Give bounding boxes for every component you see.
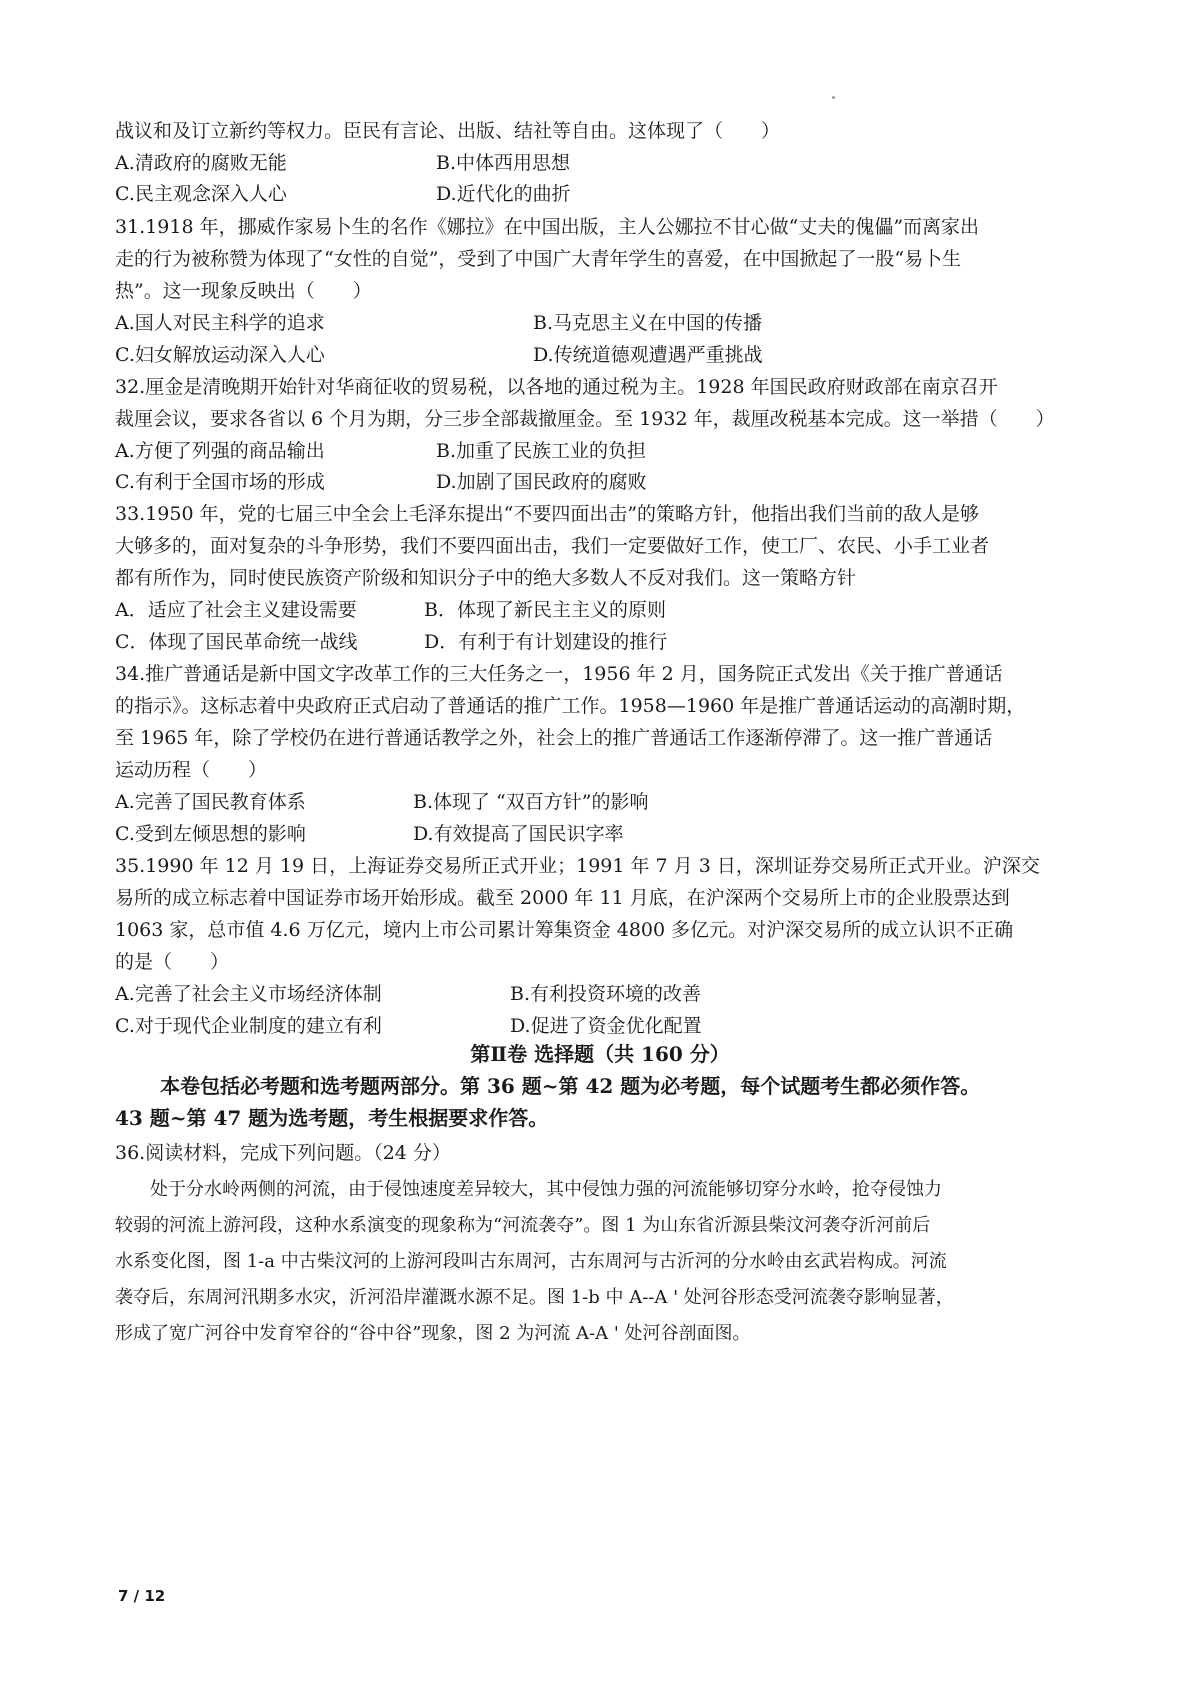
q36-para-line3: 水系变化图，图 1-a 中古柴汶河的上游河段叫古东周河，古东周河与古沂河的分水岭由玄武岩构成。河流 [115, 1251, 947, 1272]
q35-option-b: B.有利投资环境的改善 [510, 983, 702, 1005]
q33-option-a: A．适应了社会主义建设需要 [115, 599, 357, 621]
q30-option-d: D.近代化的曲折 [436, 183, 571, 205]
q35-stem-line1: 35.1990 年 12 月 19 日，上海证券交易所正式开业；1991 年 7 月 3 日，深圳证券交易所正式开业。沪深交 [115, 855, 1040, 877]
q31-option-c: C.妇女解放运动深入人心 [115, 344, 325, 366]
q31-option-a: A.国人对民主科学的追求 [115, 312, 325, 334]
q34-stem-line4: 运动历程（ ） [115, 759, 268, 781]
q31-option-b: B.马克思主义在中国的传播 [533, 312, 763, 334]
q34-option-c: C.受到左倾思想的影响 [115, 823, 306, 845]
q33-stem-line3: 都有所作为，同时使民族资产阶级和知识分子中的绝大多数人不反对我们。这一策略方针 [115, 567, 857, 589]
q30-option-b: B.中体西用思想 [436, 152, 571, 174]
section-title: 第Ⅱ卷 选择题（共 160 分） [470, 1042, 730, 1066]
q36-para-line5: 形成了宽广河谷中发育窄谷的“谷中谷”现象，图 2 为河流 A-A ' 处河谷剖面图。 [115, 1323, 751, 1344]
q32-option-d: D.加剧了国民政府的腐败 [436, 471, 647, 493]
q35-option-c: C.对于现代企业制度的建立有利 [115, 1015, 382, 1037]
q36-para-line1: 处于分水岭两侧的河流，由于侵蚀速度差异较大，其中侵蚀力强的河流能够切穿分水岭，抢夺侵蚀力 [150, 1179, 942, 1200]
q32-option-a: A.方便了列强的商品输出 [115, 440, 325, 462]
q33-option-d: D．有利于有计划建设的推行 [424, 631, 668, 653]
section-note-line2: 43 题~第 47 题为选考题，考生根据要求作答。 [115, 1106, 549, 1130]
q34-option-b: B.体现了 “双百方针”的影响 [413, 791, 649, 813]
q35-stem-line3: 1063 家，总市值 4.6 万亿元，境内上市公司累计筹集资金 4800 多亿元。对沪深交易所的成立认识不正确 [115, 919, 1014, 941]
page-number: 7 / 12 [118, 1587, 166, 1605]
q34-option-d: D.有效提高了国民识字率 [413, 823, 624, 845]
q33-stem-line1: 33.1950 年，党的七届三中全会上毛泽东提出“不要四面出击”的策略方针，他指出我们当前的敌人是够 [115, 503, 980, 525]
q30-option-a: A.清政府的腐败无能 [115, 152, 287, 174]
q34-stem-line3: 至 1965 年，除了学校仍在进行普通话教学之外，社会上的推广普通话工作逐渐停滞了。这一推广普通话 [115, 727, 993, 749]
q36-heading: 36.阅读材料，完成下列问题。（24 分） [115, 1142, 451, 1164]
q31-stem-line2: 走的行为被称赞为体现了“女性的自觉”，受到了中国广大青年学生的喜爱，在中国掀起了一股“易卜生 [115, 248, 962, 270]
q33-option-b: B．体现了新民主主义的原则 [424, 599, 666, 621]
q33-option-c: C．体现了国民革命统一战线 [115, 631, 358, 653]
q31-stem-line1: 31.1918 年，挪威作家易卜生的名作《娜拉》在中国出版，主人公娜拉不甘心做“丈夫的傀儡”而离家出 [115, 216, 980, 238]
q35-stem-line4: 的是（ ） [115, 951, 230, 973]
q33-stem-line2: 大够多的，面对复杂的斗争形势，我们不要四面出击，我们一定要做好工作，使工厂、农民、小手工业者 [115, 535, 990, 557]
q32-stem-line1: 32.厘金是清晚期开始针对华商征收的贸易税，以各地的通过税为主。1928 年国民政府财政部在南京召开 [115, 376, 998, 398]
q34-stem-line2: 的指示》。这标志着中央政府正式启动了普通话的推广工作。1958—1960 年是推广普通话运动的高潮时期， [115, 695, 1026, 717]
q34-option-a: A.完善了国民教育体系 [115, 791, 306, 813]
q30-stem-tail: 战议和及订立新约等权力。臣民有言论、出版、结社等自由。这体现了（ ） [115, 120, 781, 142]
q31-stem-line3: 热”。这一现象反映出（ ） [115, 280, 372, 302]
q30-option-c: C.民主观念深入人心 [115, 183, 287, 205]
q31-option-d: D.传统道德观遭遇严重挑战 [533, 344, 763, 366]
q34-stem-line1: 34.推广普通话是新中国文字改革工作的三大任务之一，1956 年 2 月，国务院正式发出《关于推广普通话 [115, 663, 1003, 685]
q32-option-b: B.加重了民族工业的负担 [436, 440, 647, 462]
q36-para-line4: 袭夺后，东周河汛期多水灾，沂河沿岸灌溉水源不足。图 1-b 中 A--A ' 处河谷形态受河流袭夺影响显著， [115, 1287, 954, 1308]
q32-stem-line2: 裁厘会议，要求各省以 6 个月为期，分三步全部裁撤厘金。至 1932 年，裁厘改税基本完成。这一举措（ ） [115, 408, 1055, 430]
q35-option-a: A.完善了社会主义市场经济体制 [115, 983, 382, 1005]
q35-option-d: D.促进了资金优化配置 [510, 1015, 702, 1037]
scan-speck [832, 96, 835, 99]
section-note-line1: 本卷包括必考题和选考题两部分。第 36 题~第 42 题为必考题，每个试题考生都必须作答。 [160, 1074, 981, 1098]
q35-stem-line2: 易所的成立标志着中国证券市场开始形成。截至 2000 年 11 月底，在沪深两个交易所上市的企业股票达到 [115, 887, 1010, 909]
q36-para-line2: 较弱的河流上游河段，这种水系演变的现象称为“河流袭夺”。图 1 为山东省沂源县柴汶河袭夺沂河前后 [115, 1215, 931, 1236]
q32-option-c: C.有利于全国市场的形成 [115, 471, 325, 493]
